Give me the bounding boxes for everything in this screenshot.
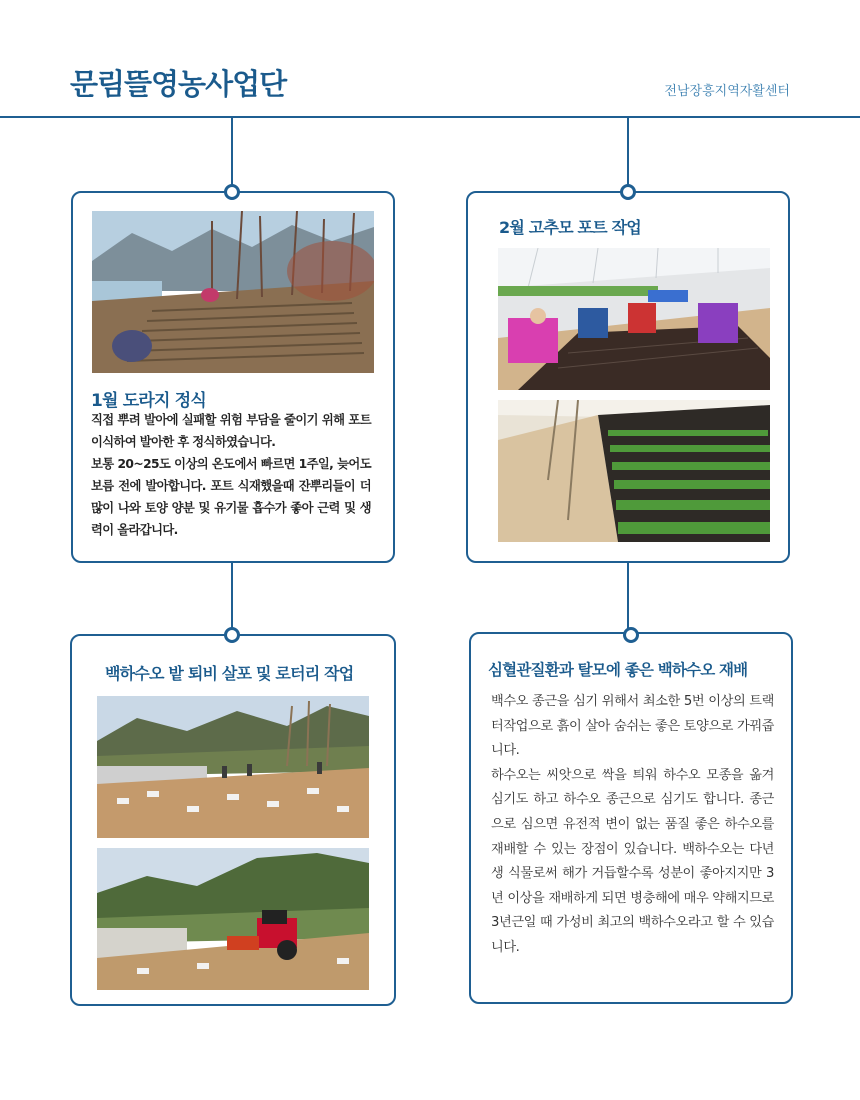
card-pepper [466,191,790,563]
photo-pepper-greenhouse [498,400,770,542]
card-body-baekhasuo [491,690,774,961]
photo-bellflower-field [92,211,374,373]
card-body-bellflower [91,409,371,541]
timeline-dot [224,627,240,643]
connector-line-top-right [627,118,629,188]
paragraph: 하수오는 씨앗으로 싹을 틔워 하수오 모종을 옮겨 심기도 하고 하수오 종근으로 심기도 합니다. 종근으로 심으면 유전적 변이 없는 품질 좋은 하수오를 재배할 수 있는 장점이 있습니다. 백하수오는 다년생 식물로써 해가 거듭할수록 성분이 좋아지지만 3년 이상을 재배하게 되면 병충해에 매우 약해지므로 3년근일 때 가성비 최고의 백하수오라고 할 수 있습니다. [491,767,774,955]
card-bellflower [71,191,395,563]
connector-line-top-left [231,118,233,190]
paragraph: 직접 뿌려 발아에 실패할 위험 부담을 줄이기 위해 포트 이식하여 발아한 후 정식하였습니다. [91,413,371,449]
photo-compost-field [97,696,369,838]
timeline-dot [620,184,636,200]
timeline-dot [623,627,639,643]
header-divider [0,116,860,118]
card-compost [70,634,396,1006]
card-title-baekhasuo: 심혈관질환과 탈모에 좋은 백하수오 재배 [488,661,748,679]
card-title-pepper: 2월 고추모 포트 작업 [499,218,641,237]
photo-rotary-tractor [97,848,369,990]
timeline-dot [224,184,240,200]
paragraph: 보통 20~25도 이상의 온도에서 빠르면 1주일, 늦어도 보름 전에 발아합니다. 포트 식재했을때 잔뿌리들이 더 많이 나와 토양 양분 및 유기물 흡수가 좋아 근력 및 생력이 올라갑니다. [91,457,371,537]
organization-name: 전남장흥지역자활센터 [664,84,790,99]
card-baekhasuo [469,632,793,1004]
photo-pepper-seedling-work [498,248,770,390]
page-title: 문림뜰영농사업단 [70,67,287,101]
connector-line-bottom-left [231,563,233,635]
paragraph: 백수오 종근을 심기 위해서 최소한 5번 이상의 트랙터작업으로 흙이 살아 숨쉬는 좋은 토양으로 가꿔줍니다. [491,694,774,759]
card-title-compost: 백하수오 밭 퇴비 살포 및 로터리 작업 [105,664,354,683]
connector-line-bottom-right [627,563,629,633]
card-title-bellflower: 1월 도라지 정식 [91,391,206,411]
